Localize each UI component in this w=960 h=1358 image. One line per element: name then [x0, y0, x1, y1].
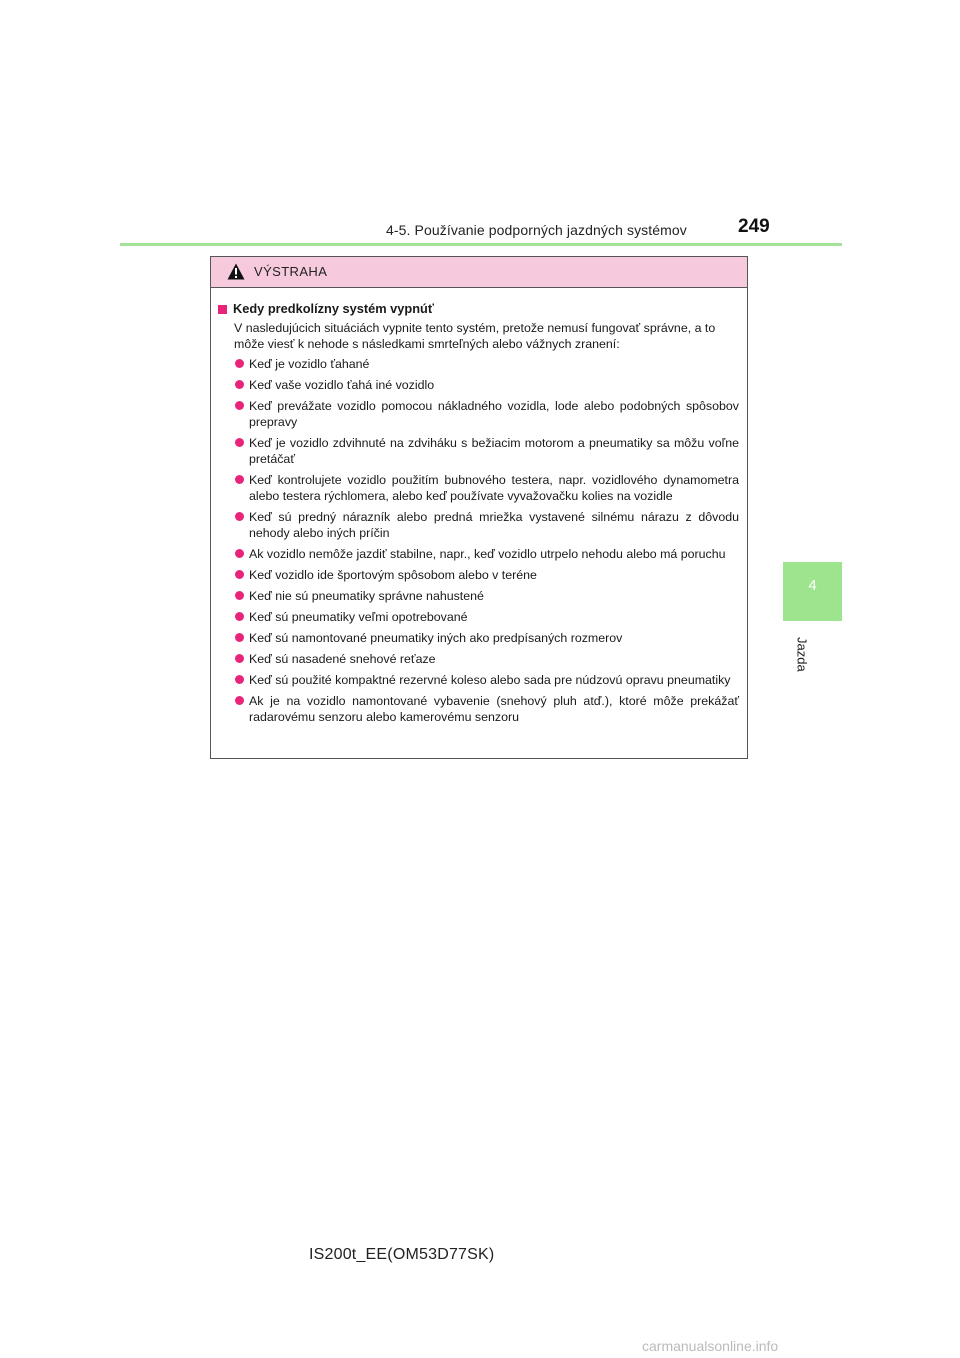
page-number: 249 [738, 216, 770, 237]
intro-paragraph: V nasledujúcich situáciách vypnite tento systém, pretože nemusí fungovať správne, a to môže viesť k nehode s následkami smrteľných alebo vážnych zranení: [234, 321, 716, 351]
warning-box [210, 256, 748, 759]
warning-list [218, 356, 739, 725]
bullet-dot-icon [235, 591, 244, 600]
bullet-dot-icon [235, 612, 244, 621]
list-item: Keď prevážate vozidlo pomocou nákladného vozidla, lode alebo podobných spôsobov prepravy [218, 398, 739, 430]
list-item: Keď sú pneumatiky veľmi opotrebované [218, 609, 739, 625]
bullet-dot-icon [235, 696, 244, 705]
list-item: Ak je na vozidlo namontované vybavenie (snehový pluh atď.), ktoré môže prekážať radarovému senzoru alebo kamerovému senzoru [218, 693, 739, 725]
bullet-dot-icon [235, 380, 244, 389]
chapter-tab [783, 562, 842, 621]
bullet-dot-icon [235, 633, 244, 642]
list-item: Keď sú nasadené snehové reťaze [218, 651, 739, 667]
section-heading-text: Kedy predkolízny systém vypnúť [233, 301, 434, 316]
warning-body [211, 288, 747, 725]
list-item: Keď nie sú pneumatiky správne nahustené [218, 588, 739, 604]
bullet-dot-icon [235, 475, 244, 484]
chapter-label: Jazda [794, 636, 810, 672]
warning-header [211, 257, 747, 288]
section-heading [218, 301, 739, 317]
list-item: Keď vaše vozidlo ťahá iné vozidlo [218, 377, 739, 393]
bullet-dot-icon [235, 438, 244, 447]
square-bullet-icon [218, 305, 227, 314]
list-item: Keď kontrolujete vozidlo použitím bubnového testera, napr. vozidlového dynamometra alebo testera rýchlomera, alebo keď používate vyvažovačku kolies na vozidle [218, 472, 739, 504]
bullet-dot-icon [235, 654, 244, 663]
list-item: Keď je vozidlo zdvihnuté na zdviháku s bežiacim motorom a pneumatiky sa môžu voľne pretáčať [218, 435, 739, 467]
warning-title: VÝSTRAHA [254, 264, 328, 279]
list-item: Keď je vozidlo ťahané [218, 356, 739, 372]
warning-triangle-icon [227, 263, 245, 280]
chapter-number: 4 [808, 577, 817, 594]
bullet-dot-icon [235, 549, 244, 558]
list-item: Keď vozidlo ide športovým spôsobom alebo v teréne [218, 567, 739, 583]
header-section-title: 4-5. Používanie podporných jazdných systémov [386, 222, 687, 238]
bullet-dot-icon [235, 570, 244, 579]
list-item: Keď sú predný nárazník alebo predná mriežka vystavené silnému nárazu z dôvodu nehody alebo iných príčin [218, 509, 739, 541]
list-item: Keď sú namontované pneumatiky iných ako predpísaných rozmerov [218, 630, 739, 646]
bullet-dot-icon [235, 512, 244, 521]
watermark-text: carmanualsonline.info [642, 1338, 779, 1354]
list-item: Ak vozidlo nemôže jazdiť stabilne, napr., keď vozidlo utrpelo nehodu alebo má poruchu [218, 546, 739, 562]
header-divider [120, 243, 842, 246]
bullet-dot-icon [235, 401, 244, 410]
manual-code: IS200t_EE(OM53D77SK) [309, 1246, 495, 1263]
bullet-dot-icon [235, 675, 244, 684]
list-item: Keď sú použité kompaktné rezervné koleso alebo sada pre núdzovú opravu pneumatiky [218, 672, 739, 688]
bullet-dot-icon [235, 359, 244, 368]
